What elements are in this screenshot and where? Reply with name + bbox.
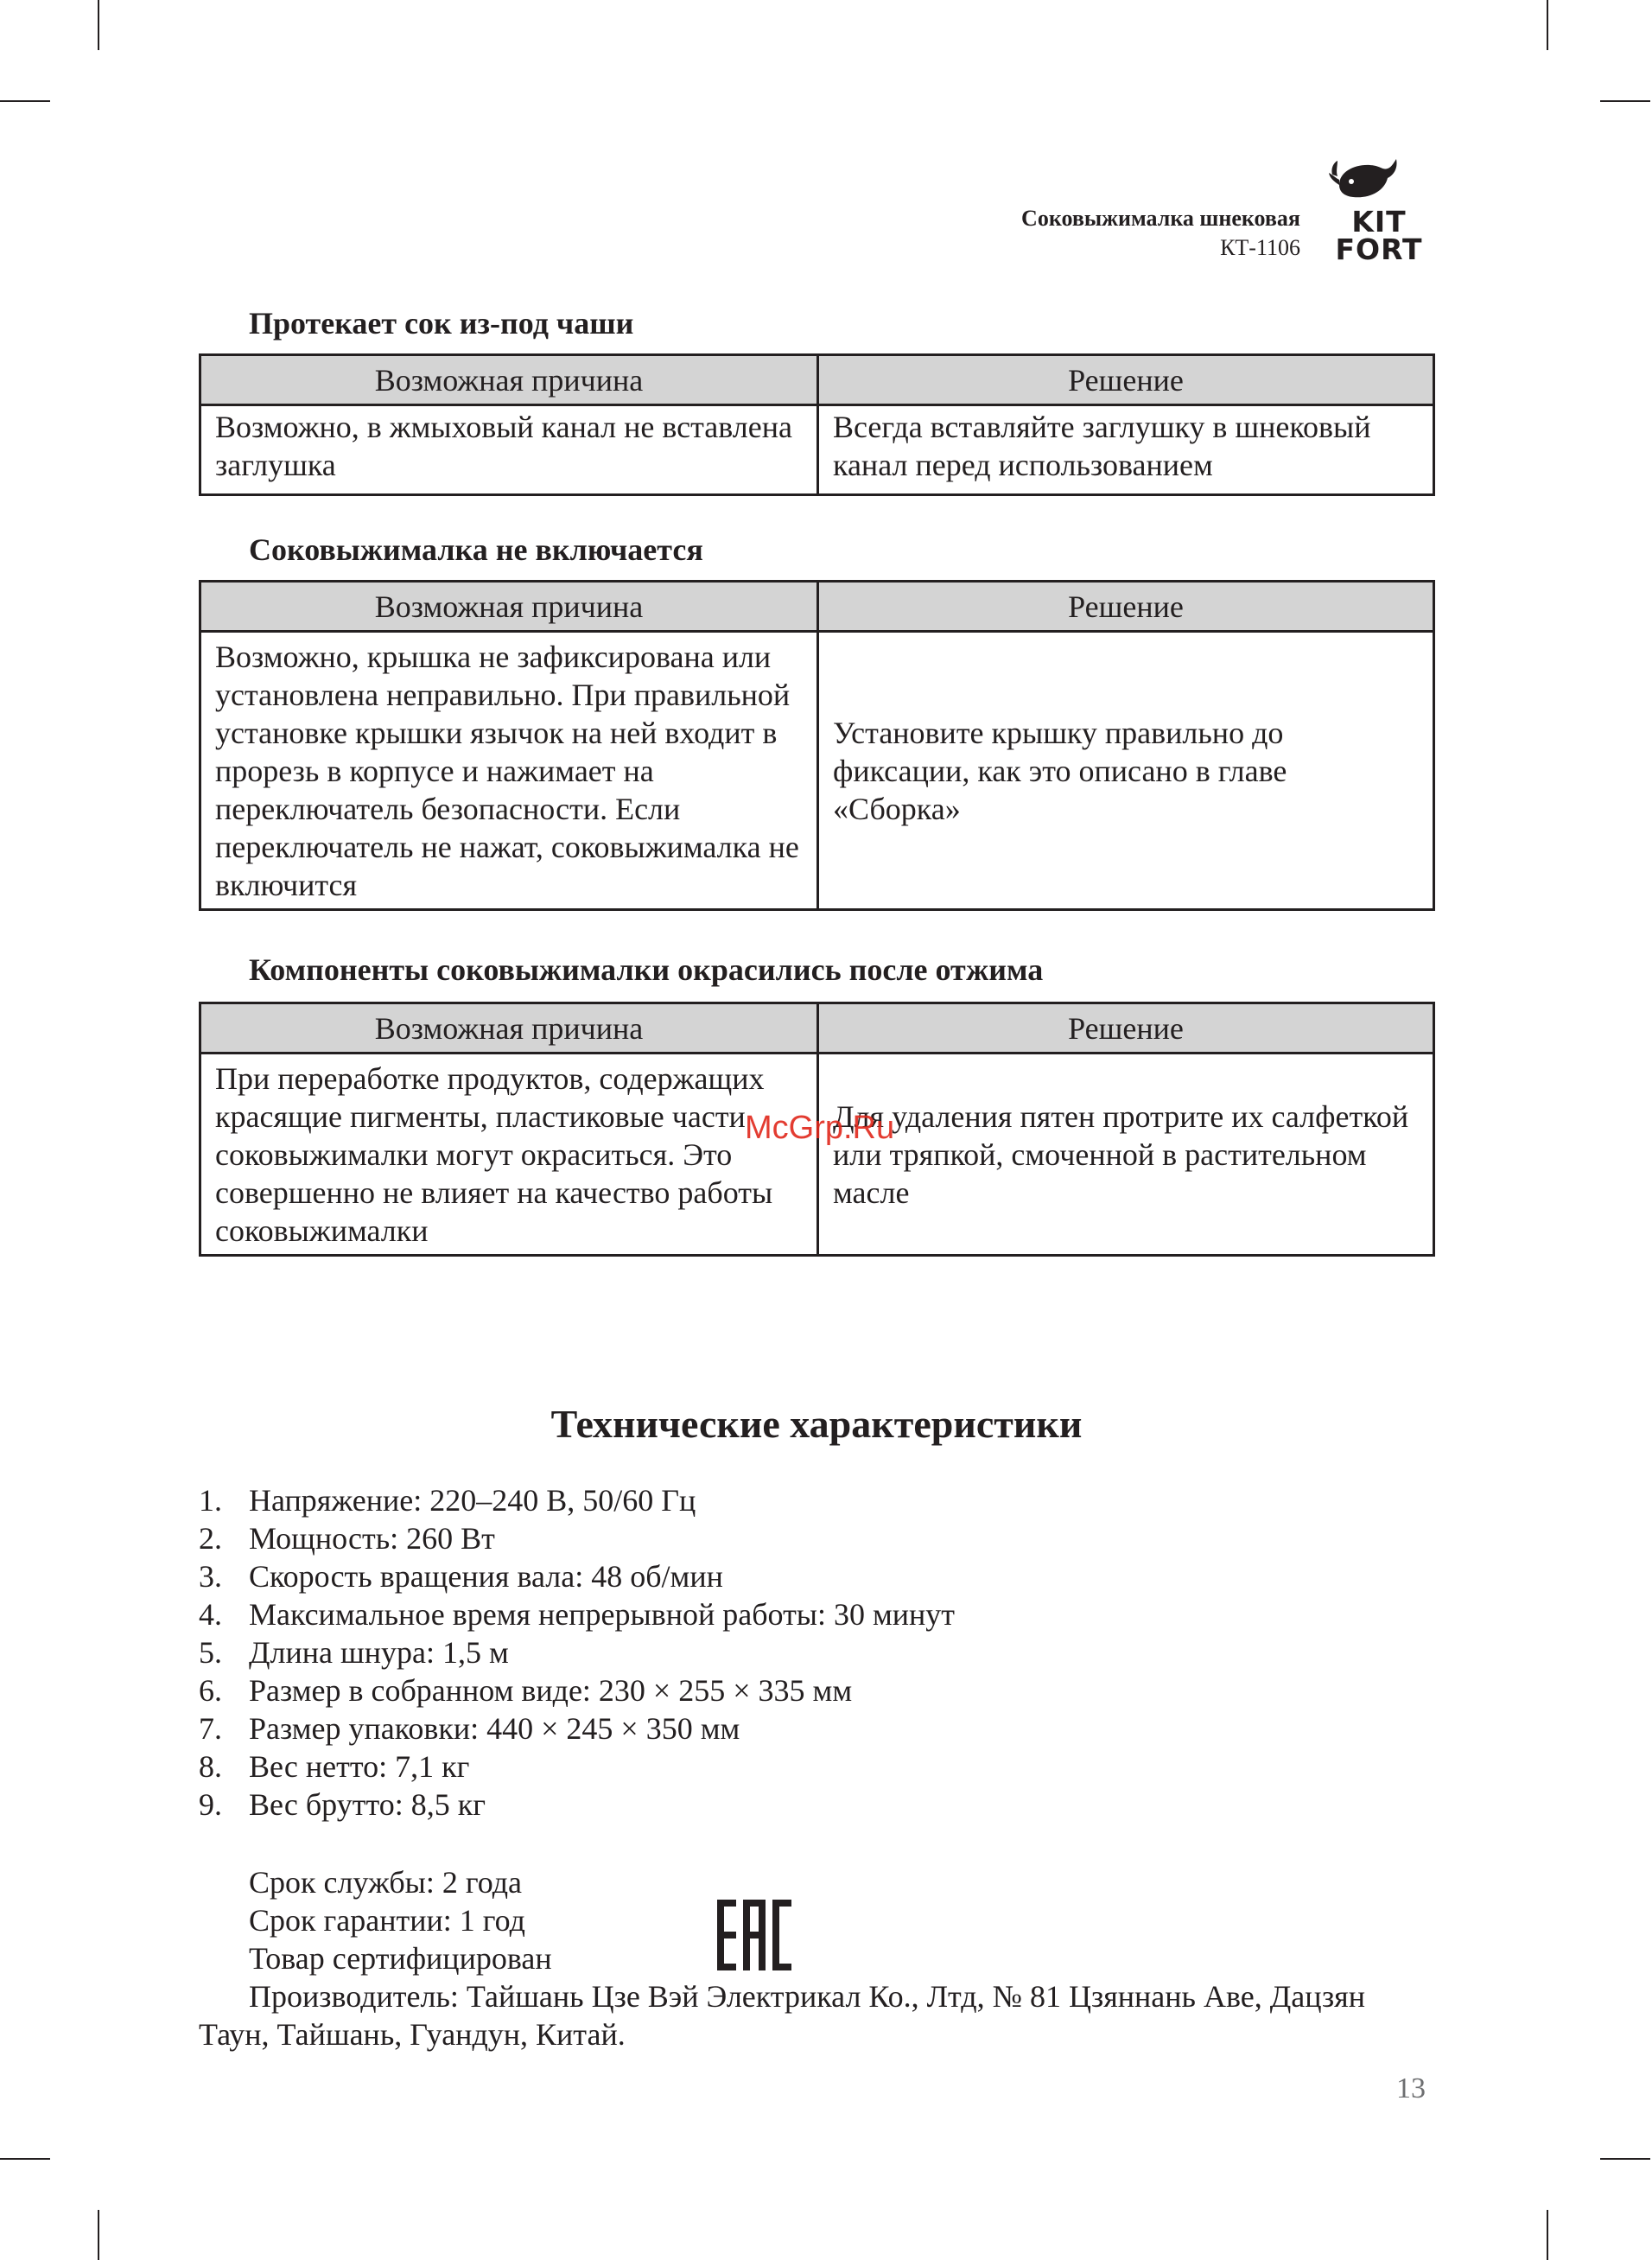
section-title: Протекает сок из-под чаши <box>249 306 634 341</box>
section-title: Компоненты соковыжималки окрасились после отжима <box>249 952 1044 987</box>
list-text: Вес нетто: 7,1 кг <box>249 1749 470 1784</box>
warranty: Срок гарантии: 1 год <box>249 1903 525 1938</box>
service-life: Срок службы: 2 года <box>249 1865 523 1900</box>
list-text: Скорость вращения вала: 48 об/мин <box>249 1559 723 1594</box>
product-name: Соковыжималка шнековая <box>1021 206 1300 231</box>
product-info <box>249 1863 552 1977</box>
cause-cell: Возможно, в жмыховый канал не вставлена заглушка <box>200 405 818 495</box>
column-header-cause: Возможная причина <box>200 582 818 632</box>
list-number: 7. <box>199 1711 222 1746</box>
list-text: Размер упаковки: 440 × 245 × 350 мм <box>249 1711 740 1746</box>
specs-list <box>199 1481 955 1824</box>
page-header <box>1021 204 1300 263</box>
cause-cell: Возможно, крышка не зафиксирована или установлена неправильно. При правильной установке крышки язычок на ней входит в прорезь в корпусе и нажимает на переключатель безопасности. Если переключатель не нажат, соковыжималка не включится <box>200 632 818 910</box>
crop-mark <box>1547 2210 1548 2260</box>
list-number: 8. <box>199 1749 222 1784</box>
crop-mark <box>1600 2158 1650 2160</box>
troubleshooting-table <box>199 353 1435 496</box>
kitfort-logo <box>1322 156 1436 266</box>
column-header-solution: Решение <box>818 582 1434 632</box>
list-text: Напряжение: 220–240 В, 50/60 Гц <box>249 1483 696 1518</box>
list-number: 6. <box>199 1673 222 1708</box>
list-number: 4. <box>199 1597 222 1632</box>
troubleshooting-table <box>199 580 1435 911</box>
cause-cell: При переработке продуктов, содержащих красящие пигменты, пластиковые части соковыжималки могут окраситься. Это совершенно не влияет на качество работы соковыжималки <box>200 1054 818 1256</box>
list-number: 9. <box>199 1787 222 1822</box>
list-number: 3. <box>199 1559 222 1594</box>
list-number: 1. <box>199 1483 222 1518</box>
specs-title: Технические характеристики <box>550 1402 1083 1446</box>
crop-mark <box>0 2158 50 2160</box>
list-number: 5. <box>199 1635 222 1670</box>
list-number: 2. <box>199 1521 222 1556</box>
column-header-solution: Решение <box>818 1003 1434 1054</box>
crop-mark <box>1600 100 1650 102</box>
crop-mark <box>98 2210 99 2260</box>
list-item <box>199 1557 955 1595</box>
list-text: Длина шнура: 1,5 м <box>249 1635 509 1670</box>
crop-mark <box>1547 0 1548 50</box>
manufacturer-info: Производитель: Тайшань Цзе Вэй Электрикал Ко., Лтд, № 81 Цзяннань Аве, Дацзян Таун, Тайшань, Гуандун, Китай. <box>199 1979 1365 2052</box>
certified-note: Товар сертифицирован <box>249 1941 552 1976</box>
list-item <box>199 1595 955 1633</box>
crop-mark <box>98 0 99 50</box>
list-item <box>199 1519 955 1557</box>
eac-mark-icon <box>717 1900 791 1970</box>
list-item <box>199 1671 955 1709</box>
section-title: Соковыжималка не включается <box>249 532 703 567</box>
list-item <box>199 1709 955 1748</box>
column-header-cause: Возможная причина <box>200 355 818 405</box>
page-number: 13 <box>1396 2072 1426 2104</box>
list-text: Вес брутто: 8,5 кг <box>249 1787 486 1822</box>
watermark: McGrp.Ru <box>745 1110 895 1146</box>
column-header-cause: Возможная причина <box>200 1003 818 1054</box>
list-text: Мощность: 260 Вт <box>249 1521 495 1556</box>
list-text: Размер в собранном виде: 230 × 255 × 335 мм <box>249 1673 853 1708</box>
crop-mark <box>0 100 50 102</box>
list-item <box>199 1748 955 1786</box>
whale-icon <box>1327 156 1400 204</box>
logo-text-fort: FORT <box>1335 232 1423 266</box>
list-item <box>199 1786 955 1824</box>
list-item <box>199 1481 955 1519</box>
list-item <box>199 1633 955 1671</box>
eac-logo <box>717 1900 791 1970</box>
solution-cell: Всегда вставляйте заглушку в шнековый канал перед использованием <box>818 405 1434 495</box>
solution-cell: Для удаления пятен протрите их салфеткой или тряпкой, смоченной в растительном масле <box>818 1054 1434 1256</box>
solution-cell: Установите крышку правильно до фиксации, как это описано в главе «Сборка» <box>818 632 1434 910</box>
list-text: Максимальное время непрерывной работы: 30 минут <box>249 1597 956 1632</box>
column-header-solution: Решение <box>818 355 1434 405</box>
logo-text-kit: KIT <box>1351 205 1407 239</box>
product-model: КТ-1106 <box>1220 235 1300 260</box>
